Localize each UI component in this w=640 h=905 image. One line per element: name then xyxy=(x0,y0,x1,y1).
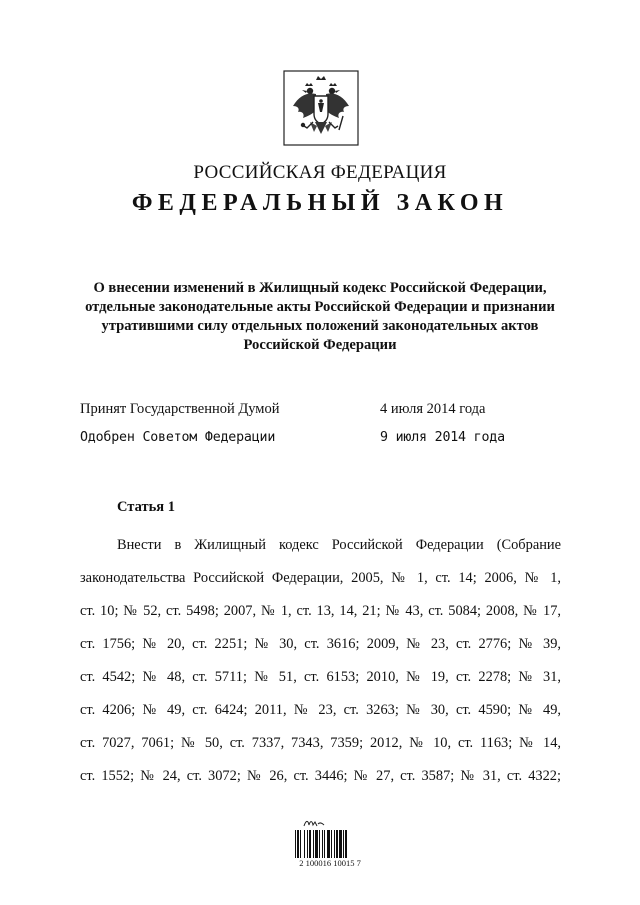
coat-of-arms-icon xyxy=(283,70,359,146)
barcode-bars-icon xyxy=(295,830,365,858)
article-text-line: законодательства Российской Федерации, 2005, № 1, ст. 14; 2006, № 1, xyxy=(80,570,561,586)
adoption-council-row xyxy=(80,430,560,450)
adoption-council-label: Одобрен Советом Федерации xyxy=(80,430,276,445)
law-title-line: О внесении изменений в Жилищный кодекс Российской Федерации, xyxy=(93,280,547,296)
article-text-line: ст. 1552; № 24, ст. 3072; № 26, ст. 3446; № 27, ст. 3587; № 31, ст. 4322; xyxy=(80,768,561,784)
barcode-number: 2 100016 10015 7 xyxy=(299,858,361,868)
article-heading: Статья 1 xyxy=(117,499,175,515)
barcode xyxy=(289,818,371,868)
signature-mark-icon xyxy=(303,818,325,828)
country-name: РОССИЙСКАЯ ФЕДЕРАЦИЯ xyxy=(193,162,447,183)
law-title xyxy=(60,279,580,355)
adoption-council-date: 9 июля 2014 года xyxy=(380,430,505,445)
article-text-line: ст. 4542; № 48, ст. 5711; № 51, ст. 6153; 2010, № 19, ст. 2278; № 31, xyxy=(80,669,561,685)
article-text-line: ст. 7027, 7061; № 50, ст. 7337, 7343, 7359; 2012, № 10, ст. 1163; № 14, xyxy=(80,735,561,751)
adoption-duma-label: Принят Государственной Думой xyxy=(80,401,280,417)
adoption-duma-row xyxy=(80,401,560,421)
article-text-line: ст. 10; № 52, ст. 5498; 2007, № 1, ст. 13, 14, 21; № 43, ст. 5084; 2008, № 17, xyxy=(80,603,561,619)
document-type: ФЕДЕРАЛЬНЫЙ ЗАКОН xyxy=(131,190,509,216)
law-title-line: утратившими силу отдельных положений законодательных актов xyxy=(101,318,539,334)
law-title-line: Российской Федерации xyxy=(243,337,397,353)
law-title-line: отдельные законодательные акты Российской Федерации и признании xyxy=(85,299,555,315)
article-text-line: ст. 4206; № 49, ст. 6424; 2011, № 23, ст. 3263; № 30, ст. 4590; № 49, xyxy=(80,702,561,718)
adoption-duma-date: 4 июля 2014 года xyxy=(380,401,486,417)
article-text-line: Внести в Жилищный кодекс Российской Федерации (Собрание xyxy=(117,537,561,553)
article-text-line: ст. 1756; № 20, ст. 2251; № 30, ст. 3616; 2009, № 23, ст. 2776; № 39, xyxy=(80,636,561,652)
